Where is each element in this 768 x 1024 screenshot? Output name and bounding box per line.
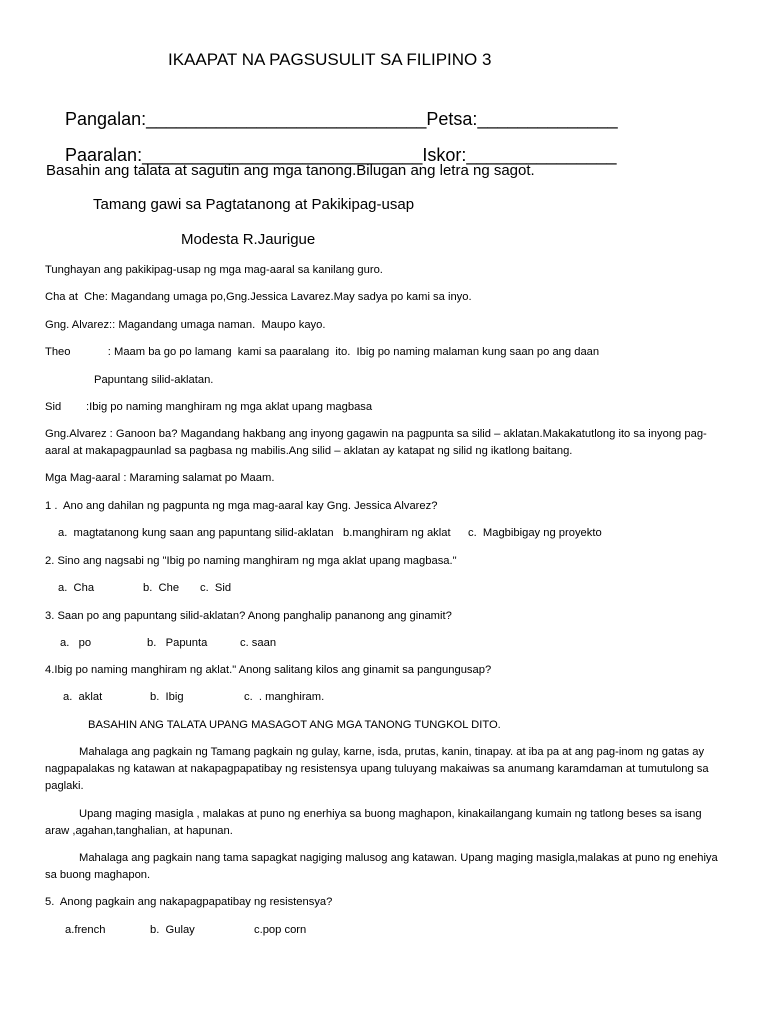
name-blank: ____________________________ [146, 108, 427, 129]
choice-4a[interactable]: a. aklat [63, 691, 103, 703]
choice-2b[interactable]: b. Che [143, 582, 180, 594]
question-4: 4.Ibig po naming manghiram ng aklat." Anong salitang kilos ang ginamit sa pangungusap? [45, 664, 492, 676]
choice-5a[interactable]: a.french [65, 924, 106, 936]
section-2-heading: BASAHIN ANG TALATA UPANG MASAGOT ANG MGA TANONG TUNGKOL DITO. [88, 719, 501, 731]
name-label: Pangalan: [65, 108, 147, 129]
choice-1c[interactable]: c. Magbibigay ng proyekto [468, 527, 602, 539]
choice-4b[interactable]: b. Ibig [150, 691, 184, 703]
school-blank: ____________________________ [142, 144, 423, 165]
choice-1a[interactable]: a. magtatanong kung saan ang papuntang silid-aklatan [58, 527, 334, 539]
instruction: Basahin ang talata at sagutin ang mga tanong.Bilugan ang letra ng sagot. [46, 162, 535, 179]
date-label: Petsa: [426, 108, 478, 129]
choice-3a[interactable]: a. po [60, 637, 92, 649]
passage-title: Tamang gawi sa Pagtatanong at Pakikipag-usap [93, 196, 415, 213]
paragraph-3: Mahalaga ang pagkain nang tama sapagkat nagiging malusog ang katawan. Upang maging masigla,malakas at puno ng enehiya sa buong maghapon. [45, 852, 718, 881]
passage-author: Modesta R.Jaurigue [181, 231, 316, 248]
question-3: 3. Saan po ang papuntang silid-aklatan? Anong panghalip pananong ang ginamit? [45, 610, 452, 622]
choice-4c[interactable]: c. . manghiram. [244, 691, 325, 703]
dialogue-line: Sid :Ibig po naming manghiram ng mga aklat upang magbasa [45, 401, 373, 413]
choice-5b[interactable]: b. Gulay [150, 924, 195, 936]
date-blank: ______________ [477, 108, 618, 129]
choice-3b[interactable]: b. Papunta [147, 637, 208, 649]
question-2: 2. Sino ang nagsabi ng "Ibig po naming manghiram ng mga aklat upang magbasa." [45, 555, 457, 567]
score-blank: _______________ [466, 144, 617, 165]
paragraph-2: Upang maging masigla , malakas at puno ng enerhiya sa buong maghapon, kinakailangang kumain ng tatlong beses sa isang araw ,agahan,tanghalian, at hapunan. [45, 808, 702, 837]
dialogue-line: Theo : Maam ba go po lamang kami sa paaralang ito. Ibig po naming malaman kung saan po ang daan [45, 346, 600, 358]
question-1: 1 . Ano ang dahilan ng pagpunta ng mga mag-aaral kay Gng. Jessica Alvarez? [45, 500, 438, 512]
choice-5c[interactable]: c.pop corn [254, 924, 307, 936]
dialogue-line: Gng. Alvarez:: Magandang umaga naman. Maupo kayo. [45, 319, 326, 331]
paragraph-1: Mahalaga ang pagkain ng Tamang pagkain ng gulay, karne, isda, prutas, kanin, tinapay. at iba pa at ang pag-inom ng gatas ay nagpapalakas ng katawan at nakapagpapatibay ng resistensya upang tuluyang makaiwas sa anumang karamdaman at tumutulong sa paglaki. [45, 746, 709, 792]
choice-2a[interactable]: a. Cha [58, 582, 95, 594]
question-5: 5. Anong pagkain ang nakapagpapatibay ng resistensya? [45, 896, 333, 908]
dialogue-line: Cha at Che: Magandang umaga po,Gng.Jessica Lavarez.May sadya po kami sa inyo. [45, 291, 472, 303]
choice-2c[interactable]: c. Sid [200, 582, 232, 594]
score-label: Iskor: [422, 144, 467, 165]
dialogue-line: aaral at makapagpaunlad sa pagbasa ng mabilis.Ang silid – aklatan ay katapat ng silid ng ikatlong baitang. [45, 445, 573, 457]
choice-1b[interactable]: b.manghiram ng aklat [343, 527, 451, 539]
dialogue-line: Gng.Alvarez : Ganoon ba? Magandang hakbang ang inyong gagawin na pagpunta sa silid – aklatan.Makakatutlong ito sa inyong pag- [45, 428, 707, 440]
exam-title: IKAAPAT NA PAGSUSULIT SA FILIPINO 3 [168, 50, 492, 69]
dialogue-line: Mga Mag-aaral : Maraming salamat po Maam. [45, 472, 275, 484]
dialogue-line: Papuntang silid-aklatan. [94, 374, 214, 386]
choice-3c[interactable]: c. saan [240, 637, 277, 649]
passage-intro: Tunghayan ang pakikipag-usap ng mga mag-aaral sa kanilang guro. [45, 264, 383, 276]
school-label: Paaralan: [65, 144, 143, 165]
